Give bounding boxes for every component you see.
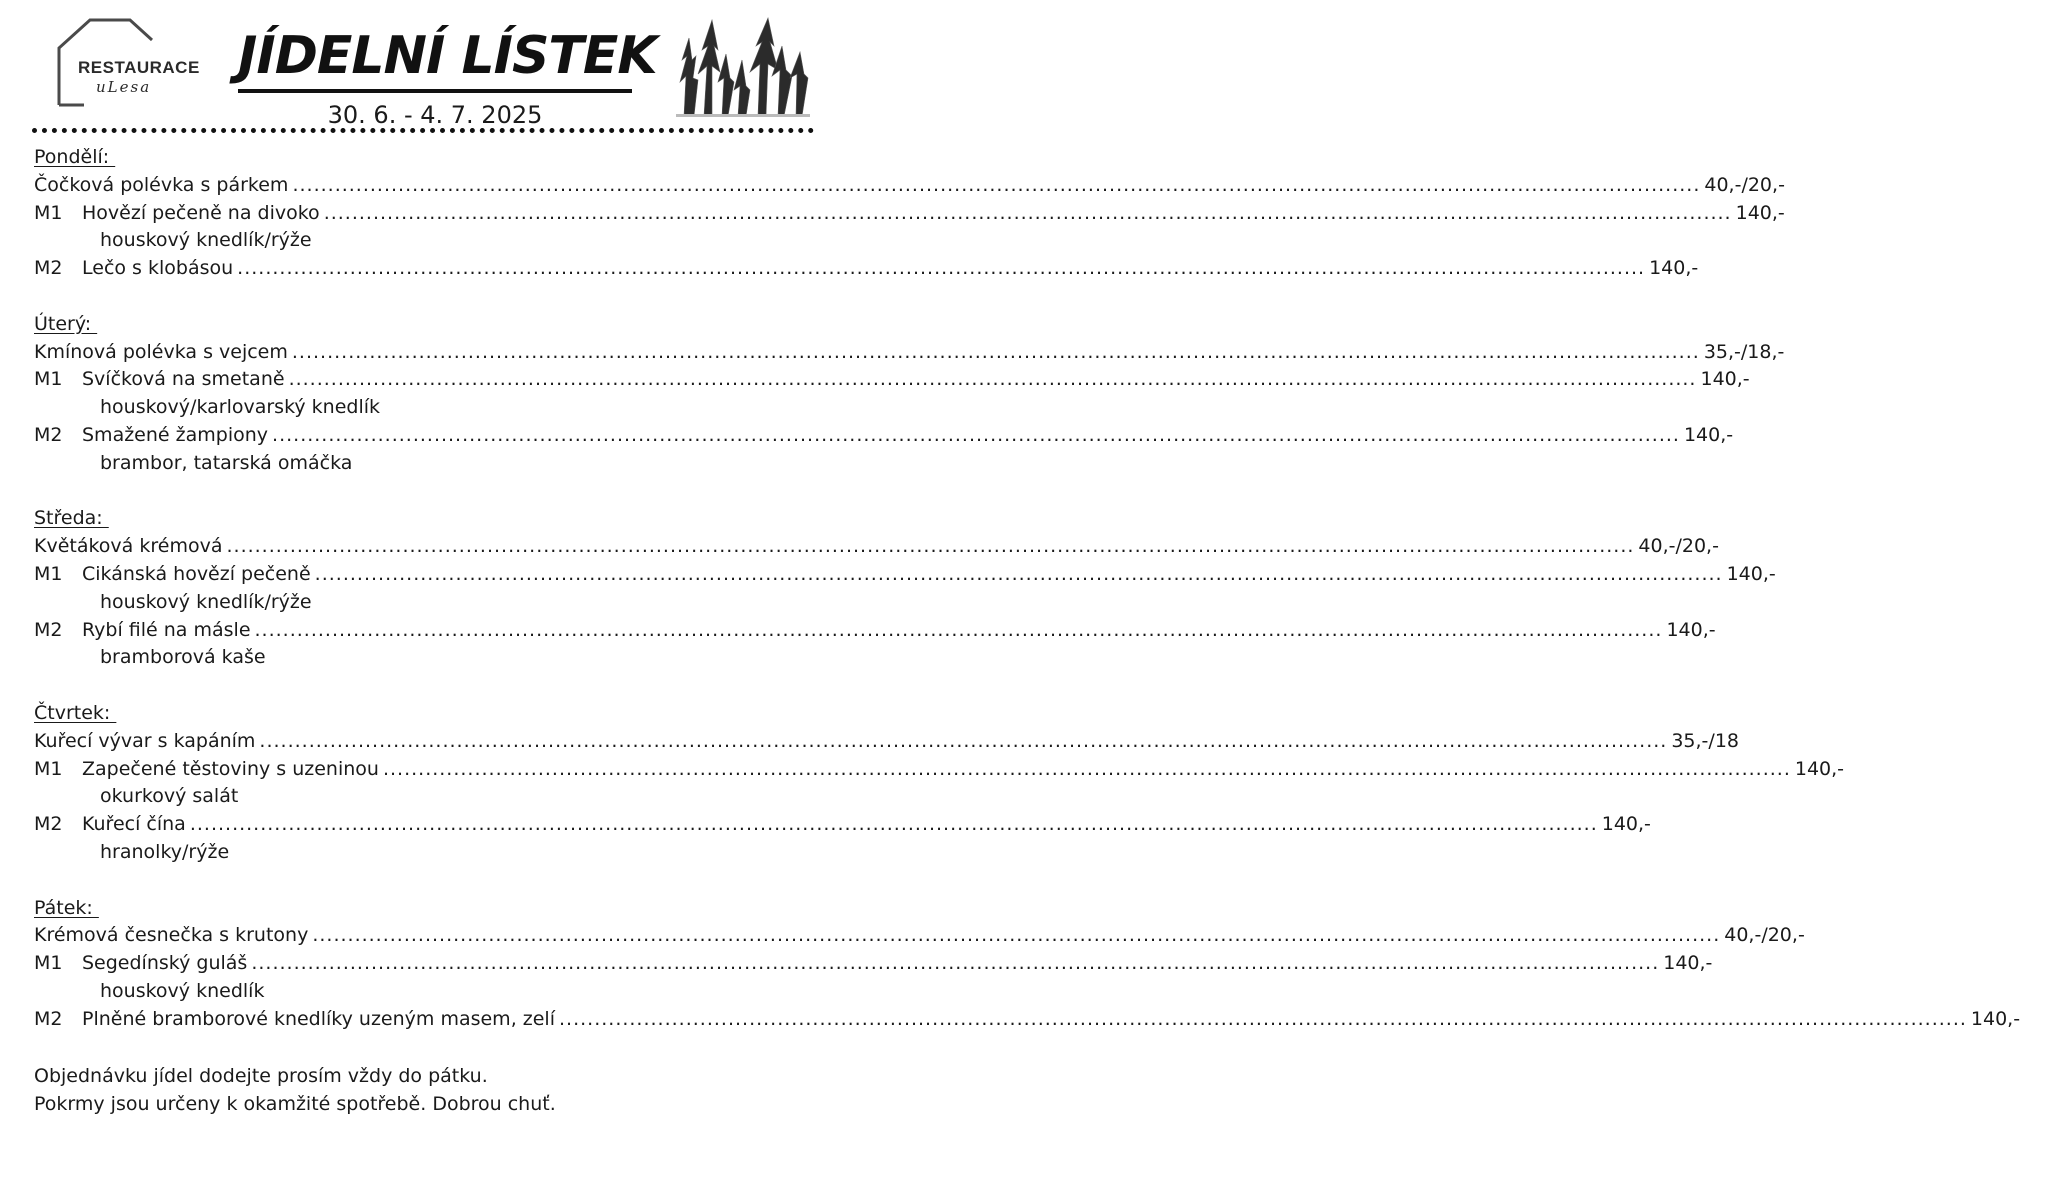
day-heading: Pondělí:: [34, 146, 116, 168]
menu-title: JÍDELNÍ LÍSTEK: [238, 26, 657, 86]
soup-row: [34, 922, 1805, 950]
forest-trees-icon: [676, 16, 810, 120]
meal-side-dish: hranolky/rýže: [100, 840, 230, 863]
soup-name: Krémová česnečka s krutony: [34, 924, 309, 947]
meal-code: M1: [34, 952, 63, 975]
date-range: 30. 6. - 4. 7. 2025: [327, 101, 543, 129]
dot-leader: ........................................................................................................................................................................................................: [259, 729, 1668, 752]
meal-side-dish: houskový knedlík/rýže: [100, 590, 312, 613]
meal-row: [34, 756, 1845, 784]
title-underline: [238, 89, 632, 93]
soup-row: [34, 172, 1785, 200]
meal-side-dish: bramborová kaše: [100, 646, 266, 669]
soup-price: 35,-/18,-: [1703, 340, 1785, 363]
meal-name: Zapečené těstoviny s uzeninou: [82, 757, 379, 780]
meal-name: Kuřecí čína: [82, 813, 186, 836]
meal-name: Rybí filé na másle: [82, 618, 251, 641]
soup-row: [34, 339, 1785, 367]
meal-side-dish: houskový/karlovarský knedlík: [100, 396, 381, 419]
dot-leader: ........................................................................................................................................................................................................: [382, 757, 1791, 780]
meal-name: Lečo s klobásou: [82, 257, 234, 280]
soup-price: 40,-/20,-: [1724, 924, 1805, 947]
meal-name: Plněné bramborové knedlíky uzeným masem, zelí: [82, 1007, 555, 1030]
dot-leader: ........................................................................................................................................................................................................: [226, 535, 1635, 558]
dot-leader: ........................................................................................................................................................................................................: [251, 952, 1660, 975]
dot-leader: ........................................................................................................................................................................................................: [272, 423, 1680, 446]
soup-name: Kuřecí vývar s kapáním: [34, 729, 256, 752]
soup-name: Čočková polévka s párkem: [34, 173, 289, 196]
logo-name: RESTAURACE: [78, 58, 200, 77]
meal-side-dish: okurkový salát: [100, 785, 239, 808]
meal-code: M1: [34, 562, 63, 585]
meal-side-dish: houskový knedlík: [100, 979, 265, 1002]
soup-name: Kmínová polévka s vejcem: [34, 340, 288, 363]
logo-subtitle: uLesa: [96, 78, 152, 96]
day-section: [34, 505, 1776, 672]
meal-code: M1: [34, 757, 63, 780]
dot-leader: ........................................................................................................................................................................................................: [189, 813, 1598, 836]
meal-price: 140,-: [1794, 757, 1845, 780]
footer-notes: [34, 1062, 556, 1118]
meal-price: 140,-: [1700, 368, 1750, 391]
restaurant-logo: [56, 18, 200, 108]
dot-leader: ........................................................................................................................................................................................................: [291, 340, 1700, 363]
day-heading: Středa:: [34, 507, 109, 530]
meal-row: [34, 561, 1776, 589]
meal-row: [34, 1006, 2021, 1034]
meal-code: M1: [34, 201, 63, 224]
day-section: [34, 144, 1785, 283]
soup-price: 40,-/20,-: [1704, 173, 1785, 196]
dot-leader: ........................................................................................................................................................................................................: [323, 201, 1732, 224]
meal-row: [34, 200, 1785, 228]
soup-price: 40,-/20,-: [1638, 535, 1719, 558]
meal-price: 140,-: [1970, 1007, 2021, 1030]
dot-leader: ........................................................................................................................................................................................................: [314, 562, 1723, 585]
dot-leader: ........................................................................................................................................................................................................: [288, 368, 1697, 391]
meal-side-dish: houskový knedlík/rýže: [100, 229, 312, 252]
day-section: [34, 311, 1785, 478]
meal-row: [34, 617, 1716, 645]
soup-row: [34, 533, 1719, 561]
meal-name: Smažené žampiony: [82, 423, 269, 446]
meal-price: 140,-: [1726, 562, 1776, 585]
order-note: Objednávku jídel dodejte prosím vždy do pátku.: [34, 1065, 488, 1087]
meal-row: [34, 811, 1651, 839]
day-heading: Pátek:: [34, 896, 99, 919]
meal-row: [34, 950, 1713, 978]
meal-row: [34, 422, 1734, 450]
dot-leader: ........................................................................................................................................................................................................: [559, 1007, 1967, 1030]
meal-row: [34, 255, 1699, 283]
meal-code: M2: [34, 1007, 63, 1030]
meal-side-dish: brambor, tatarská omáčka: [100, 451, 353, 474]
meal-price: 140,-: [1649, 257, 1699, 280]
day-section: [34, 895, 2021, 1034]
weekly-menu: [34, 144, 2021, 1034]
meal-code: M2: [34, 423, 63, 446]
meal-name: Cikánská hovězí pečeně: [82, 562, 311, 585]
day-section: [34, 700, 1845, 867]
meal-code: M2: [34, 257, 63, 280]
meal-price: 140,-: [1663, 952, 1713, 975]
meal-row: [34, 366, 1750, 394]
header-divider: [32, 128, 814, 133]
meal-name: Segedínský guláš: [82, 952, 248, 975]
dot-leader: ........................................................................................................................................................................................................: [237, 257, 1646, 280]
meal-code: M2: [34, 618, 63, 641]
meal-name: Svíčková na smetaně: [82, 368, 285, 391]
meal-price: 140,-: [1601, 813, 1651, 836]
meal-price: 140,-: [1666, 618, 1716, 641]
soup-name: Květáková krémová: [34, 535, 223, 558]
dot-leader: ........................................................................................................................................................................................................: [254, 618, 1663, 641]
day-heading: Čtvrtek:: [34, 701, 117, 724]
day-heading: Úterý:: [34, 312, 98, 335]
dot-leader: ........................................................................................................................................................................................................: [292, 173, 1701, 196]
soup-price: 35,-/18: [1671, 729, 1739, 752]
dot-leader: ........................................................................................................................................................................................................: [312, 924, 1721, 947]
meal-code: M2: [34, 813, 63, 836]
meal-name: Hovězí pečeně na divoko: [82, 201, 320, 224]
consumption-note: Pokrmy jsou určeny k okamžité spotřebě. Dobrou chuť.: [34, 1093, 556, 1115]
meal-price: 140,-: [1735, 201, 1785, 224]
soup-row: [34, 728, 1739, 756]
meal-code: M1: [34, 368, 63, 391]
meal-price: 140,-: [1683, 423, 1734, 446]
